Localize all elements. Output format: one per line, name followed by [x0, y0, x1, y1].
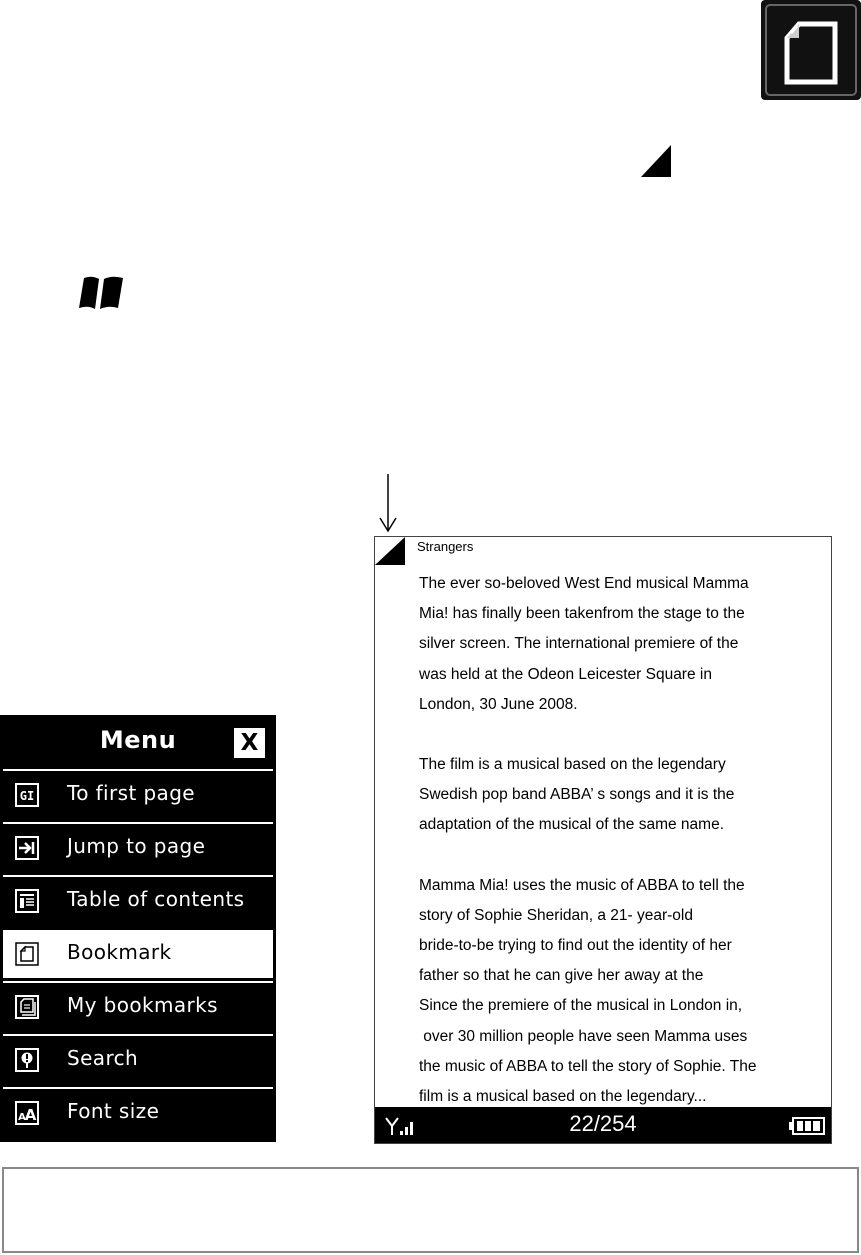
text-line: father so that he can give her away at the — [419, 967, 704, 985]
menu-item-label: Search — [67, 1046, 139, 1070]
bookmark-corner-icon[interactable] — [375, 537, 405, 565]
menu-item-table-of-contents[interactable] — [3, 875, 273, 925]
menu-item-bookmark[interactable] — [3, 928, 273, 978]
text-line: adaptation of the musical of the same name. — [419, 816, 725, 834]
menu-panel — [0, 715, 276, 1142]
text-line: bride-to-be trying to find out the identity of her — [419, 937, 732, 955]
svg-text:A: A — [24, 1106, 37, 1124]
down-arrow-icon — [375, 474, 401, 534]
toc-icon — [15, 889, 39, 913]
menu-item-jump-to-page[interactable] — [3, 822, 273, 872]
page-indicator: 22/254 — [569, 1111, 637, 1136]
text-line: Mia! has finally been takenfrom the stage to the — [419, 605, 745, 623]
chapter-title: Strangers — [417, 539, 474, 554]
menu-item-font-size[interactable] — [3, 1087, 273, 1137]
open-book-icon — [78, 276, 124, 310]
menu-item-label: Table of contents — [67, 887, 245, 911]
text-line: over 30 million people have seen Mamma uses — [419, 1027, 748, 1045]
menu-item-label: Bookmark — [67, 940, 172, 964]
bookmark-triangle-icon — [641, 145, 671, 177]
text-line: The film is a musical based on the legendary — [419, 756, 726, 774]
svg-text:A: A — [18, 1112, 26, 1123]
text-line: Mamma Mia! uses the music of ABBA to tell the — [419, 876, 745, 894]
bookmark-page-icon — [761, 0, 861, 100]
menu-item-to-first-page[interactable] — [3, 769, 273, 819]
text-line: film is a musical based on the legendary... — [419, 1088, 707, 1106]
reader-screen — [374, 536, 832, 1144]
note-box — [2, 1167, 859, 1253]
menu-title: Menu — [99, 726, 177, 754]
text-line: Since the premiere of the musical in London in, — [419, 997, 743, 1015]
menu-item-label: Font size — [67, 1099, 160, 1123]
my-bookmarks-icon — [15, 995, 39, 1019]
menu-item-search[interactable] — [3, 1034, 273, 1084]
text-line: the music of ABBA to tell the story of Sophie. The — [419, 1057, 757, 1075]
text-line: London, 30 June 2008. — [419, 695, 578, 713]
menu-item-my-bookmarks[interactable] — [3, 981, 273, 1031]
text-line: story of Sophie Sheridan, a 21- year-old — [419, 906, 693, 924]
bookmark-icon — [15, 942, 39, 966]
text-line: was held at the Odeon Leicester Square in — [419, 665, 712, 683]
close-button[interactable]: X — [234, 728, 265, 758]
text-line: Swedish pop band ABBA’ s songs and it is the — [419, 786, 735, 804]
menu-header — [1, 716, 275, 768]
menu-item-label: My bookmarks — [67, 993, 218, 1017]
jump-page-icon — [15, 836, 39, 860]
status-bar — [375, 1107, 831, 1143]
text-line: silver screen. The international premiere of the — [419, 635, 739, 653]
first-page-icon — [15, 783, 39, 807]
search-icon — [15, 1048, 39, 1072]
svg-text:GI: GI — [19, 789, 35, 803]
reader-body — [419, 569, 819, 1112]
text-line: The ever so-beloved West End musical Mamma — [419, 575, 749, 592]
menu-item-label: Jump to page — [67, 834, 206, 858]
font-size-icon — [15, 1101, 39, 1125]
battery-icon — [789, 1117, 825, 1135]
menu-item-label: To first page — [67, 781, 196, 805]
